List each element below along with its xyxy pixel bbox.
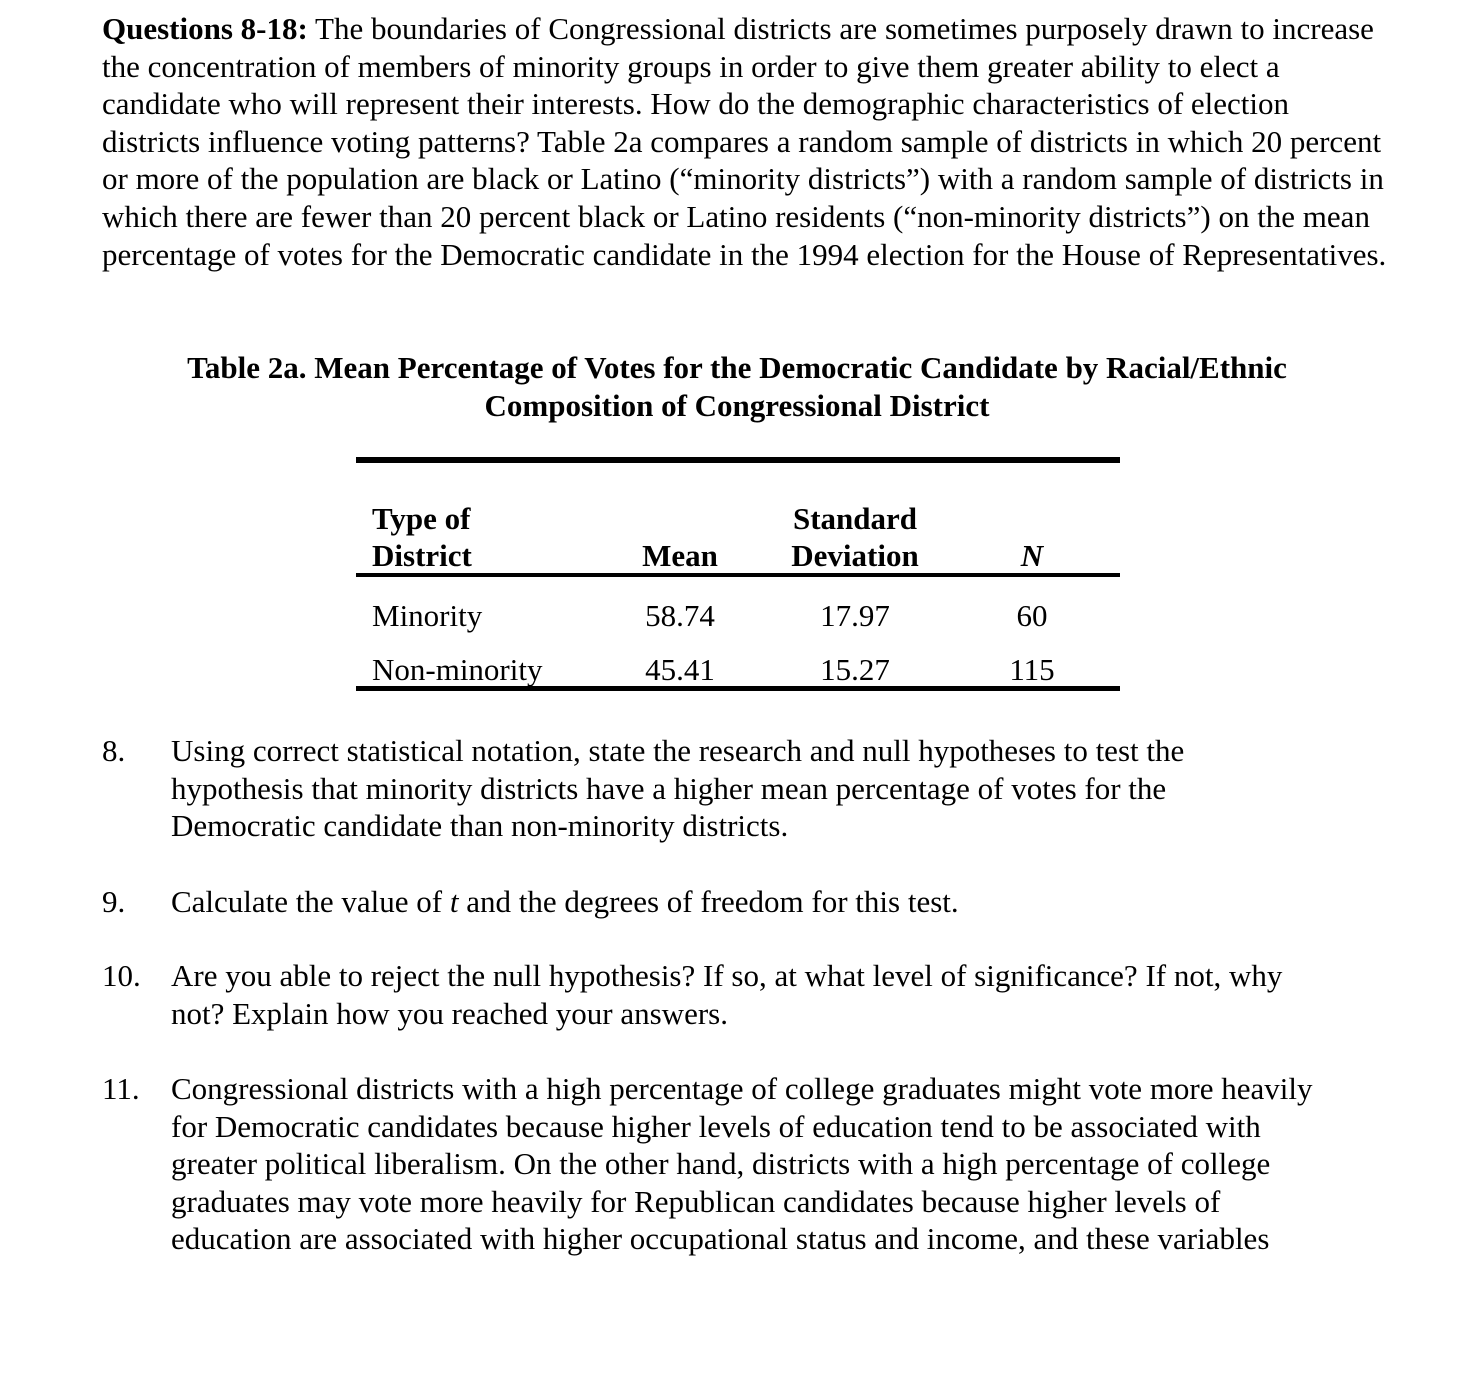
question-8-text	[171, 732, 1381, 845]
row-1-mean: 58.74	[645, 598, 715, 633]
table-title-line-2: Composition of Congressional District	[484, 387, 990, 423]
header-type-line-2: District	[372, 538, 472, 573]
table-title	[0, 349, 1474, 424]
question-11-number: 11.	[102, 1071, 140, 1106]
question-11-text	[171, 1070, 1381, 1258]
question-10-line-1: Are you able to reject the null hypothesis? If so, at what level of significance? If not, why	[171, 958, 1283, 993]
question-11-line-1: Congressional districts with a high percentage of college graduates might vote more heavily	[171, 1071, 1313, 1106]
question-11-line-2: for Democratic candidates because higher levels of education tend to be associated with	[171, 1108, 1261, 1144]
row-2-sd: 15.27	[820, 652, 890, 687]
question-11-line-4: graduates may vote more heavily for Republican candidates because higher levels of	[171, 1183, 1221, 1219]
intro-paragraph	[102, 10, 1392, 273]
question-8-number: 8.	[102, 733, 126, 768]
header-sd-line-1: Standard	[792, 501, 918, 536]
header-n: N	[1020, 538, 1044, 573]
question-10-number: 10.	[102, 958, 141, 993]
question-9-number: 9.	[102, 884, 126, 919]
question-9-before: Calculate the value of	[171, 884, 450, 919]
question-10-text	[171, 957, 1381, 1032]
row-2-mean: 45.41	[645, 652, 715, 687]
question-9-text	[171, 883, 1381, 921]
table-title-line-1: Table 2a. Mean Percentage of Votes for the Democratic Candidate by Racial/Ethnic	[187, 350, 1287, 385]
row-1-type: Minority	[372, 598, 483, 633]
intro-label: Questions 8-18:	[102, 11, 308, 46]
header-type-line-1: Type of	[372, 501, 471, 536]
header-sd-line-2: Deviation	[791, 538, 919, 573]
question-8-line-1: Using correct statistical notation, state the research and null hypotheses to test the	[171, 733, 1185, 768]
header-mean: Mean	[642, 538, 718, 573]
row-1-n: 60	[1016, 598, 1048, 633]
question-9-after: and the degrees of freedom for this test.	[458, 884, 959, 919]
question-10-line-2: not? Explain how you reached your answers.	[171, 995, 728, 1031]
question-9-italic: t	[449, 884, 459, 919]
question-11-line-3: greater political liberalism. On the other hand, districts with a high percentage of college	[171, 1146, 1271, 1182]
row-2-type: Non-minority	[372, 652, 543, 687]
intro-text: The boundaries of Congressional districts are sometimes purposely drawn to increase the concentration of members of minority groups in order to give them greater ability to elect a candidate who will represent their interests. How do the demographic characteristics of election districts influence voting patterns? Table 2a compares a random sample of districts in which 20 percent or more of the population are black or Latino (“minority districts”) with a random sample of districts in which there are fewer than 20 percent black or Latino residents (“non-minority districts”) on the mean percentage of votes for the Democratic candidate in the 1994 election for the House of Representatives.	[102, 11, 1387, 272]
table-top-rule	[356, 457, 1120, 463]
row-2-n: 115	[1009, 652, 1055, 687]
question-8-line-2: hypothesis that minority districts have a higher mean percentage of votes for the	[171, 770, 1167, 806]
row-1-sd: 17.97	[820, 598, 890, 633]
question-8-line-3: Democratic candidate than non-minority districts.	[171, 808, 789, 844]
question-11-line-5: education are associated with higher occupational status and income, and these variables	[171, 1221, 1270, 1257]
